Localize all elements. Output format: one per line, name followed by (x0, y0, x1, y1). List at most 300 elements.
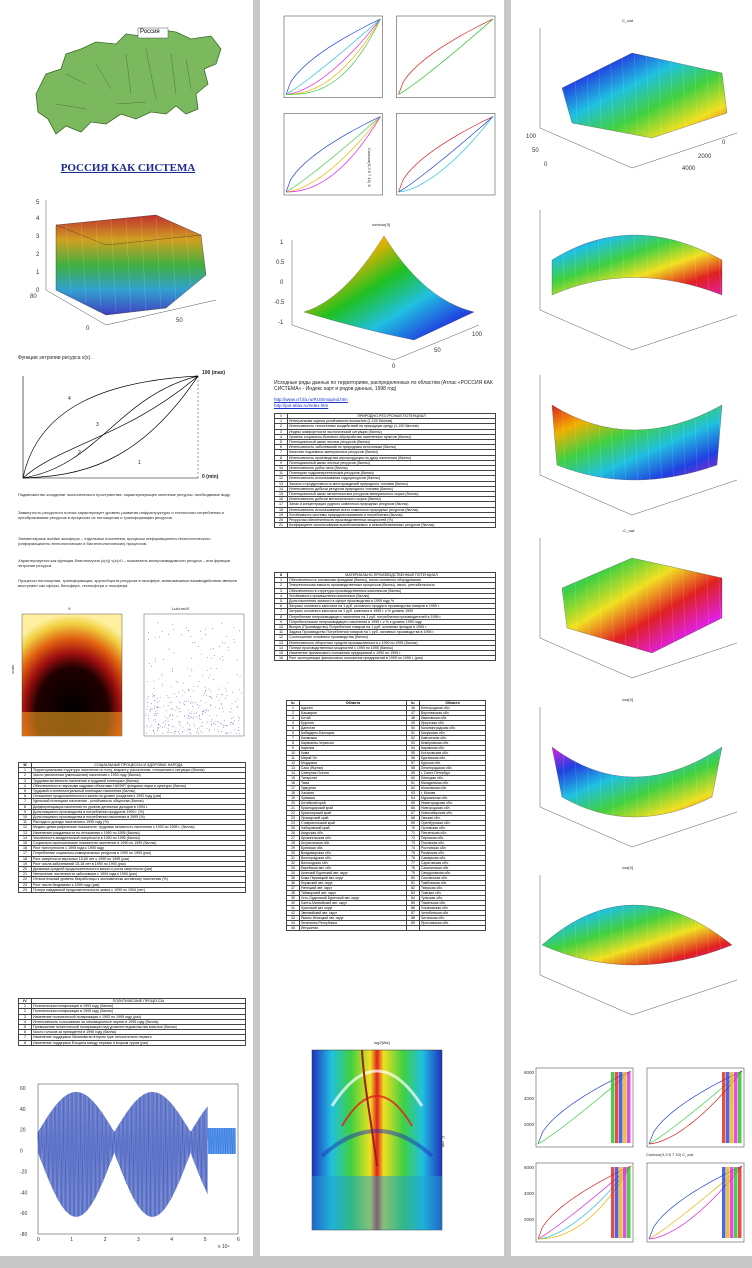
scatter-point (155, 658, 156, 659)
scatter-point (194, 702, 195, 703)
scatter-point (172, 624, 173, 625)
scatter-point (176, 696, 177, 697)
regions-cell: Читинская обл. (420, 916, 486, 921)
regions-cell: 2 (287, 711, 300, 716)
table-natural-cell: Уровень социально-бытового обустройства населенных пунктов (баллы) (288, 434, 496, 439)
regions-cell: 42 (287, 911, 300, 916)
regions-header-name2: Области (420, 701, 486, 706)
regions-cell: Хабаровский край (300, 826, 407, 831)
regions-cell: 68 (407, 816, 420, 821)
table-social-cell: 13 (19, 830, 32, 835)
regions-cell: Самарская обл. (420, 856, 486, 861)
table-natural-cell: Качество подземных минеральных ресурсов (баллы) (288, 450, 496, 455)
scatter-point (148, 639, 149, 640)
y-tick-label: -40 (20, 1190, 28, 1197)
scatter-point (146, 709, 147, 710)
scatter-point (155, 711, 156, 712)
table-material-cell: Потребительские непроизводящего населения в 1995 г. к % к уровню 1990 году (288, 619, 496, 624)
regions-cell: 75 (407, 851, 420, 856)
table-social-cell: 3 (19, 778, 32, 783)
regions-cell: 86 (407, 906, 420, 911)
scatter-point (162, 684, 163, 685)
scatter-plot (132, 606, 248, 746)
curve-label-1: 1 (138, 460, 141, 466)
scatter-point (214, 730, 215, 731)
scatter-point (209, 731, 210, 732)
panel-bar (726, 1167, 730, 1238)
scatter-point (171, 687, 172, 688)
scatter-point (168, 634, 169, 635)
svg-text:3: 3 (36, 234, 40, 240)
regions-cell: 14 (287, 771, 300, 776)
scatter-point (191, 669, 192, 670)
regions-cell: Калмыкия (300, 736, 407, 741)
scatter-point (211, 724, 212, 725)
scatter-point (171, 732, 172, 733)
table-social-row (19, 887, 246, 892)
scatter-point (193, 717, 194, 718)
regions-cell: Агинский Бурятский авт. округ (300, 871, 407, 876)
regions-cell: 27 (287, 836, 300, 841)
table-material-cell: 4 (275, 593, 288, 598)
scatter-point (160, 697, 161, 698)
scatter-point (222, 656, 223, 657)
svg-text:0: 0 (392, 364, 396, 370)
scatter-point (202, 714, 203, 715)
scatter-point (225, 698, 226, 699)
table-social-cell: Доля пищевого производства в потреблении продуктов 1993 г. (%) (32, 809, 246, 814)
scatter-point (209, 730, 210, 731)
scatter-point (238, 716, 239, 717)
axis-tick-label: 2000 (698, 154, 712, 160)
scatter-point (205, 629, 206, 630)
scatter-point (213, 723, 214, 724)
chart-top-label: 100 (max) (202, 370, 226, 376)
scatter-point (148, 632, 149, 633)
scatter-point (192, 712, 193, 713)
scatter-point (184, 716, 185, 717)
scatter-point (204, 693, 205, 694)
regions-cell: 28 (287, 841, 300, 846)
scatter-point (234, 642, 235, 643)
table-political-cell: 8 (19, 1040, 32, 1045)
table-natural-cell: Интенсивность техногенных воздействий на природную среду (1-100 баллов) (288, 424, 496, 429)
svg-text:50: 50 (176, 318, 183, 324)
scatter-point (239, 718, 240, 719)
table-political-cell: Политическая поляризация в 1993 году (баллы) (32, 1004, 246, 1009)
column-divider-right (504, 0, 511, 1268)
scatter-point (172, 671, 173, 672)
scatter-point (171, 702, 172, 703)
scatter-point (172, 726, 173, 727)
wavelet-side-label: C_cwt (441, 1136, 446, 1148)
scatter-point (221, 731, 222, 732)
scatter-point (209, 715, 210, 716)
scatter-point (174, 734, 175, 735)
scatter-point (230, 722, 231, 723)
scatter-point (225, 643, 226, 644)
table-social-cell: Рост числа заболеваний 15-18 лет в 1990 по 1993 (раз) (32, 861, 246, 866)
x-exponent-label: x 10⁴ (218, 1244, 230, 1250)
scatter-point (210, 675, 211, 676)
regions-cell: 48 (407, 716, 420, 721)
scatter-point (208, 710, 209, 711)
scatter-point (214, 721, 215, 722)
regions-cell: Удмуртия (300, 786, 407, 791)
regions-cell: Ханты-Мансийский авт. округ (300, 901, 407, 906)
scatter-point (223, 660, 224, 661)
scatter-point (149, 710, 150, 711)
regions-cell: 57 (407, 761, 420, 766)
table-material-cell: Потери производственных мощностей с 1990 по 1995 (баллы) (288, 645, 496, 650)
x-tick-label: 4 (170, 1237, 174, 1243)
scatter-point (217, 694, 218, 695)
scatter-point (182, 732, 183, 733)
scatter-point (182, 696, 183, 697)
scatter-point (205, 687, 206, 688)
table-social-cell: 20 (19, 867, 32, 872)
scatter-point (148, 720, 149, 721)
surface-plot-1 (26, 190, 236, 340)
regions-cell: Архангельская обл. (300, 836, 407, 841)
scatter-point (171, 709, 172, 710)
scatter-point (154, 697, 155, 698)
scatter-point (194, 726, 195, 727)
regions-cell: Мордовия (300, 761, 407, 766)
scatter-point (169, 724, 170, 725)
regions-cell: Смоленская обл. (420, 876, 486, 881)
regions-cell: 79 (407, 871, 420, 876)
scatter-point (172, 719, 173, 720)
table-material-cell: Затраты основного капитала на 1 руб. капитала в 1995 г. к % уровню 1990 (288, 609, 496, 614)
scatter-point (202, 722, 203, 723)
scatter-point (211, 649, 212, 650)
scatter-point (156, 715, 157, 716)
regions-cell: 45 (287, 926, 300, 931)
scatter-point (187, 722, 188, 723)
scatter-point (189, 713, 190, 714)
table-material-cell: Устойчивость промышленно-комплекса (баллы) (288, 593, 496, 598)
surface-plot-right-1 (522, 18, 748, 178)
table-social-cell: 2 (19, 773, 32, 778)
scatter-point (157, 698, 158, 699)
scatter-point (158, 679, 159, 680)
table-material-cell: 13 (275, 640, 288, 645)
table-political-cell: 7 (19, 1035, 32, 1040)
table-natural-cell: 6 (275, 445, 288, 450)
regions-cell: Оренбургская обл. (420, 821, 486, 826)
source-link-1[interactable]: http://www.crf.ifa.ru/RUS/mapind.htm (274, 397, 348, 402)
panel-bar (722, 1167, 726, 1238)
scatter-point (211, 668, 212, 669)
table-roman: IV (19, 999, 32, 1004)
regions-cell: 29 (287, 846, 300, 851)
table-social-cell: Дифференциация населения по уровню денежных доходов в 1994 г. (32, 804, 246, 809)
scatter-point (199, 715, 200, 716)
scatter-point (216, 668, 217, 669)
table-natural-cell: 7 (275, 450, 288, 455)
regions-cell: 84 (407, 896, 420, 901)
regions-cell: Эвенкийский авт. округ (300, 911, 407, 916)
regions-cell: 51 (407, 731, 420, 736)
regions-cell: 58 (407, 766, 420, 771)
regions-cell: Калужская обл. (420, 731, 486, 736)
scatter-point (213, 679, 214, 680)
y-tick-label: 20 (20, 1127, 26, 1134)
scatter-point (154, 733, 155, 734)
scatter-point (211, 725, 212, 726)
scatter-point (191, 713, 192, 714)
regions-cell: Кабардино-Балкария (300, 731, 407, 736)
regions-cell: 55 (407, 751, 420, 756)
scatter-point (190, 733, 191, 734)
regions-cell: Краснодарский край (300, 806, 407, 811)
scatter-point (184, 730, 185, 731)
scatter-point (196, 702, 197, 703)
scatter-point (195, 642, 196, 643)
scatter-point (202, 726, 203, 727)
table-political-cell: 5 (19, 1025, 32, 1030)
regions-cell: 33 (287, 866, 300, 871)
scatter-point (193, 642, 194, 643)
regions-cell: 19 (287, 796, 300, 801)
y-tick-label: -60 (20, 1211, 28, 1218)
regions-cell: 5 (287, 726, 300, 731)
scatter-point (237, 707, 238, 708)
scatter-point (223, 727, 224, 728)
scatter-point (202, 713, 203, 714)
table-social-cell: Число увеличения (уменьшения) населения с 1993 году (баллы) (32, 773, 246, 778)
source-text: Исходные ряды данных по территориям, распределенных по областям (Атлас «РОССИЯ КАК СИСТЕМА» - Индекс карт и рядов данных, 1998 год) (274, 380, 493, 392)
scatter-point (160, 726, 161, 727)
regions-cell: 23 (287, 816, 300, 821)
scatter-point (211, 722, 212, 723)
scatter-point (155, 715, 156, 716)
table-social-cell: 19 (19, 861, 32, 866)
regions-cell: Орловская обл. (420, 826, 486, 831)
regions-cell: 6 (287, 731, 300, 736)
table-political-cell: 2 (19, 1009, 32, 1014)
regions-cell: 73 (407, 841, 420, 846)
svg-text:0.5: 0.5 (276, 260, 285, 266)
table-social-cell: Трудовая активность населения и трудовой потенциал (баллы) (32, 778, 246, 783)
regions-cell: Пермская обл. (420, 836, 486, 841)
scatter-point (183, 703, 184, 704)
scatter-point (178, 708, 179, 709)
table-material-cell: Интенсивность оборотных средств промышленности с 1990 по 1995 (баллы) (288, 640, 496, 645)
scatter-point (225, 725, 226, 726)
scatter-point (154, 713, 155, 714)
regions-cell: 35 (287, 876, 300, 881)
table-natural-cell: 11 (275, 471, 288, 476)
table-material-cell: 6 (275, 604, 288, 609)
scatter-point (156, 713, 157, 714)
scatter-point (176, 728, 177, 729)
scatter-point (177, 682, 178, 683)
scatter-point (231, 718, 232, 719)
scatter-point (206, 695, 207, 696)
regions-cell: Алтайский край (300, 801, 407, 806)
table-social-cell: 1 (19, 768, 32, 773)
scatter-point (220, 658, 221, 659)
scatter-point (176, 706, 177, 707)
panel-bar (734, 1072, 738, 1143)
scatter-point (223, 725, 224, 726)
table-natural-cell: 5 (275, 440, 288, 445)
table-social-cell: Увеличение численности заболевших с 1994 года к 1990 (раз) (32, 872, 246, 877)
scatter-point (193, 718, 194, 719)
scatter-point (239, 733, 240, 734)
surface-plot-title: -C_cwt (622, 528, 635, 533)
table-title: ПРИРОДНО-РЕСУРСНЫЙ ПОТЕНЦИАЛ (288, 414, 496, 419)
source-link-2[interactable]: http://pol-atlas.ru/index.htm (274, 403, 329, 408)
table-natural-resources (274, 413, 496, 528)
scatter-point (192, 671, 193, 672)
paragraph-3: Элементарные ячейки экосферы – отдельные поселения, процессы информационно-технологического (информационно-технологических и биотехнологических) процессов. (18, 536, 211, 546)
regions-cell: Новосибирская обл. (420, 811, 486, 816)
table-social-cell: Удельный потенциал населения - устойчивость общества (баллы) (32, 799, 246, 804)
scatter-point (158, 727, 159, 728)
scatter-point (207, 722, 208, 723)
table-natural-cell: 17 (275, 502, 288, 507)
regions-cell: 83 (407, 891, 420, 896)
table-natural-cell: Потенциал гидроэнергетических ресурсов (баллы) (288, 471, 496, 476)
scatter-point (237, 674, 238, 675)
table-social-cell: 21 (19, 872, 32, 877)
scatter-point (148, 715, 149, 716)
regions-cell: Саха (Якутия) (300, 766, 407, 771)
regions-cell: 67 (407, 811, 420, 816)
scatter-point (237, 699, 238, 700)
table-social-cell: Рост числа бездомных к 1995 году (раз) (32, 882, 246, 887)
scatter-point (158, 724, 159, 725)
scatter-point (202, 675, 203, 676)
scatter-point (194, 713, 195, 714)
regions-cell: 59 (407, 771, 420, 776)
regions-cell: 53 (407, 741, 420, 746)
scatter-point (228, 650, 229, 651)
scatter-point (192, 706, 193, 707)
scatter-point (212, 698, 213, 699)
regions-cell: 61 (407, 781, 420, 786)
surface-plot-right-4 (522, 528, 748, 688)
scatter-point (209, 696, 210, 697)
panel-bar (738, 1072, 742, 1143)
scatter-point (200, 631, 201, 632)
panel-frame (397, 16, 496, 98)
regions-cell: Мурманская обл. (420, 796, 486, 801)
table-social-cell: Рост смертности взрослых 15-65 лет с 1990 по 1995 (раз) (32, 856, 246, 861)
scatter-point (154, 688, 155, 689)
scatter-point (172, 715, 173, 716)
table-material-cell: Обеспеченность основными фондами (баллы), износ основного оборудования (288, 578, 496, 583)
scatter-point (162, 727, 163, 728)
scatter-point (154, 706, 155, 707)
regions-cell: 89 (407, 921, 420, 926)
regions-cell: 12 (287, 761, 300, 766)
regions-cell: 63 (407, 791, 420, 796)
regions-cell: Амурская обл. (300, 831, 407, 836)
scatter-point (172, 670, 173, 671)
regions-cell: Таймырский авт. округ (300, 891, 407, 896)
scatter-point (226, 732, 227, 733)
scatter-point (168, 725, 169, 726)
scatter-point (222, 695, 223, 696)
scatter-point (178, 731, 179, 732)
regions-cell: Омская обл. (420, 816, 486, 821)
scatter-point (151, 666, 152, 667)
regions-cell: 40 (287, 901, 300, 906)
table-material-cell: 12 (275, 635, 288, 640)
small-multiples-label: Contour(X,3 5 7 10) X (367, 148, 372, 187)
regions-cell (407, 926, 420, 931)
scatter-point (234, 639, 235, 640)
scatter-point (234, 628, 235, 629)
regions-cell: Нижегородская обл. (420, 801, 486, 806)
column-middle (262, 0, 502, 1256)
table-natural-cell: 2 (275, 424, 288, 429)
scatter-point (196, 712, 197, 713)
scatter-point (211, 697, 212, 698)
table-social-cell: Потеря ожидаемой продолжительности жизни с 1990 по 1994 (лет) (32, 887, 246, 892)
scatter-point (153, 695, 154, 696)
scatter-point (197, 704, 198, 705)
scatter-point (179, 708, 180, 709)
scatter-point (230, 724, 231, 725)
scatter-point (210, 705, 211, 706)
scatter-point (212, 719, 213, 720)
table-natural-cell: Интенсивность добычи металлического сырья (баллы) (288, 497, 496, 502)
scatter-point (196, 717, 197, 718)
table-material-cell: Изменение финансового положения предприятий с 1990 по 1995 г. (288, 651, 496, 656)
scatter-point (186, 718, 187, 719)
scatter-point (179, 724, 180, 725)
scatter-point (180, 725, 181, 726)
scatter-point (226, 733, 227, 734)
scatter-point (233, 717, 234, 718)
table-social-cell: 7 (19, 799, 32, 804)
scatter-point (185, 701, 186, 702)
scatter-point (151, 725, 152, 726)
regions-cell: Свердловская обл. (420, 871, 486, 876)
panel-y-tick: 4000 (524, 1096, 535, 1101)
scatter-point (158, 707, 159, 708)
table-social-cell: Относительный уровень безработицы к экономически активному населению (%) (32, 877, 246, 882)
regions-cell: Костромская обл. (420, 751, 486, 756)
svg-text:5: 5 (36, 200, 40, 206)
regions-cell: 72 (407, 836, 420, 841)
scatter-point (188, 728, 189, 729)
regions-cell: 82 (407, 886, 420, 891)
table-political-cell: 4 (19, 1019, 32, 1024)
scatter-point (187, 731, 188, 732)
wavelet-plot (302, 1046, 452, 1236)
panel-bar (611, 1167, 615, 1238)
scatter-point (211, 658, 212, 659)
contour-surface (274, 230, 499, 370)
table-material-cell: Задача Производство Потребления товаров на 1 руб. основных производства в 1995 г. (288, 630, 496, 635)
regions-cell: 62 (407, 786, 420, 791)
table-social-cell: Социально-экономические показатели население в 1990 по 1995 (баллы) (32, 841, 246, 846)
scatter-point (146, 733, 147, 734)
svg-text:0: 0 (86, 326, 90, 332)
scatter-point (240, 676, 241, 677)
scatter-point (203, 711, 204, 712)
table-social-cell: 8 (19, 804, 32, 809)
scatter-point (188, 630, 189, 631)
scatter-point (197, 731, 198, 732)
regions-cell: Пензенская обл. (420, 831, 486, 836)
